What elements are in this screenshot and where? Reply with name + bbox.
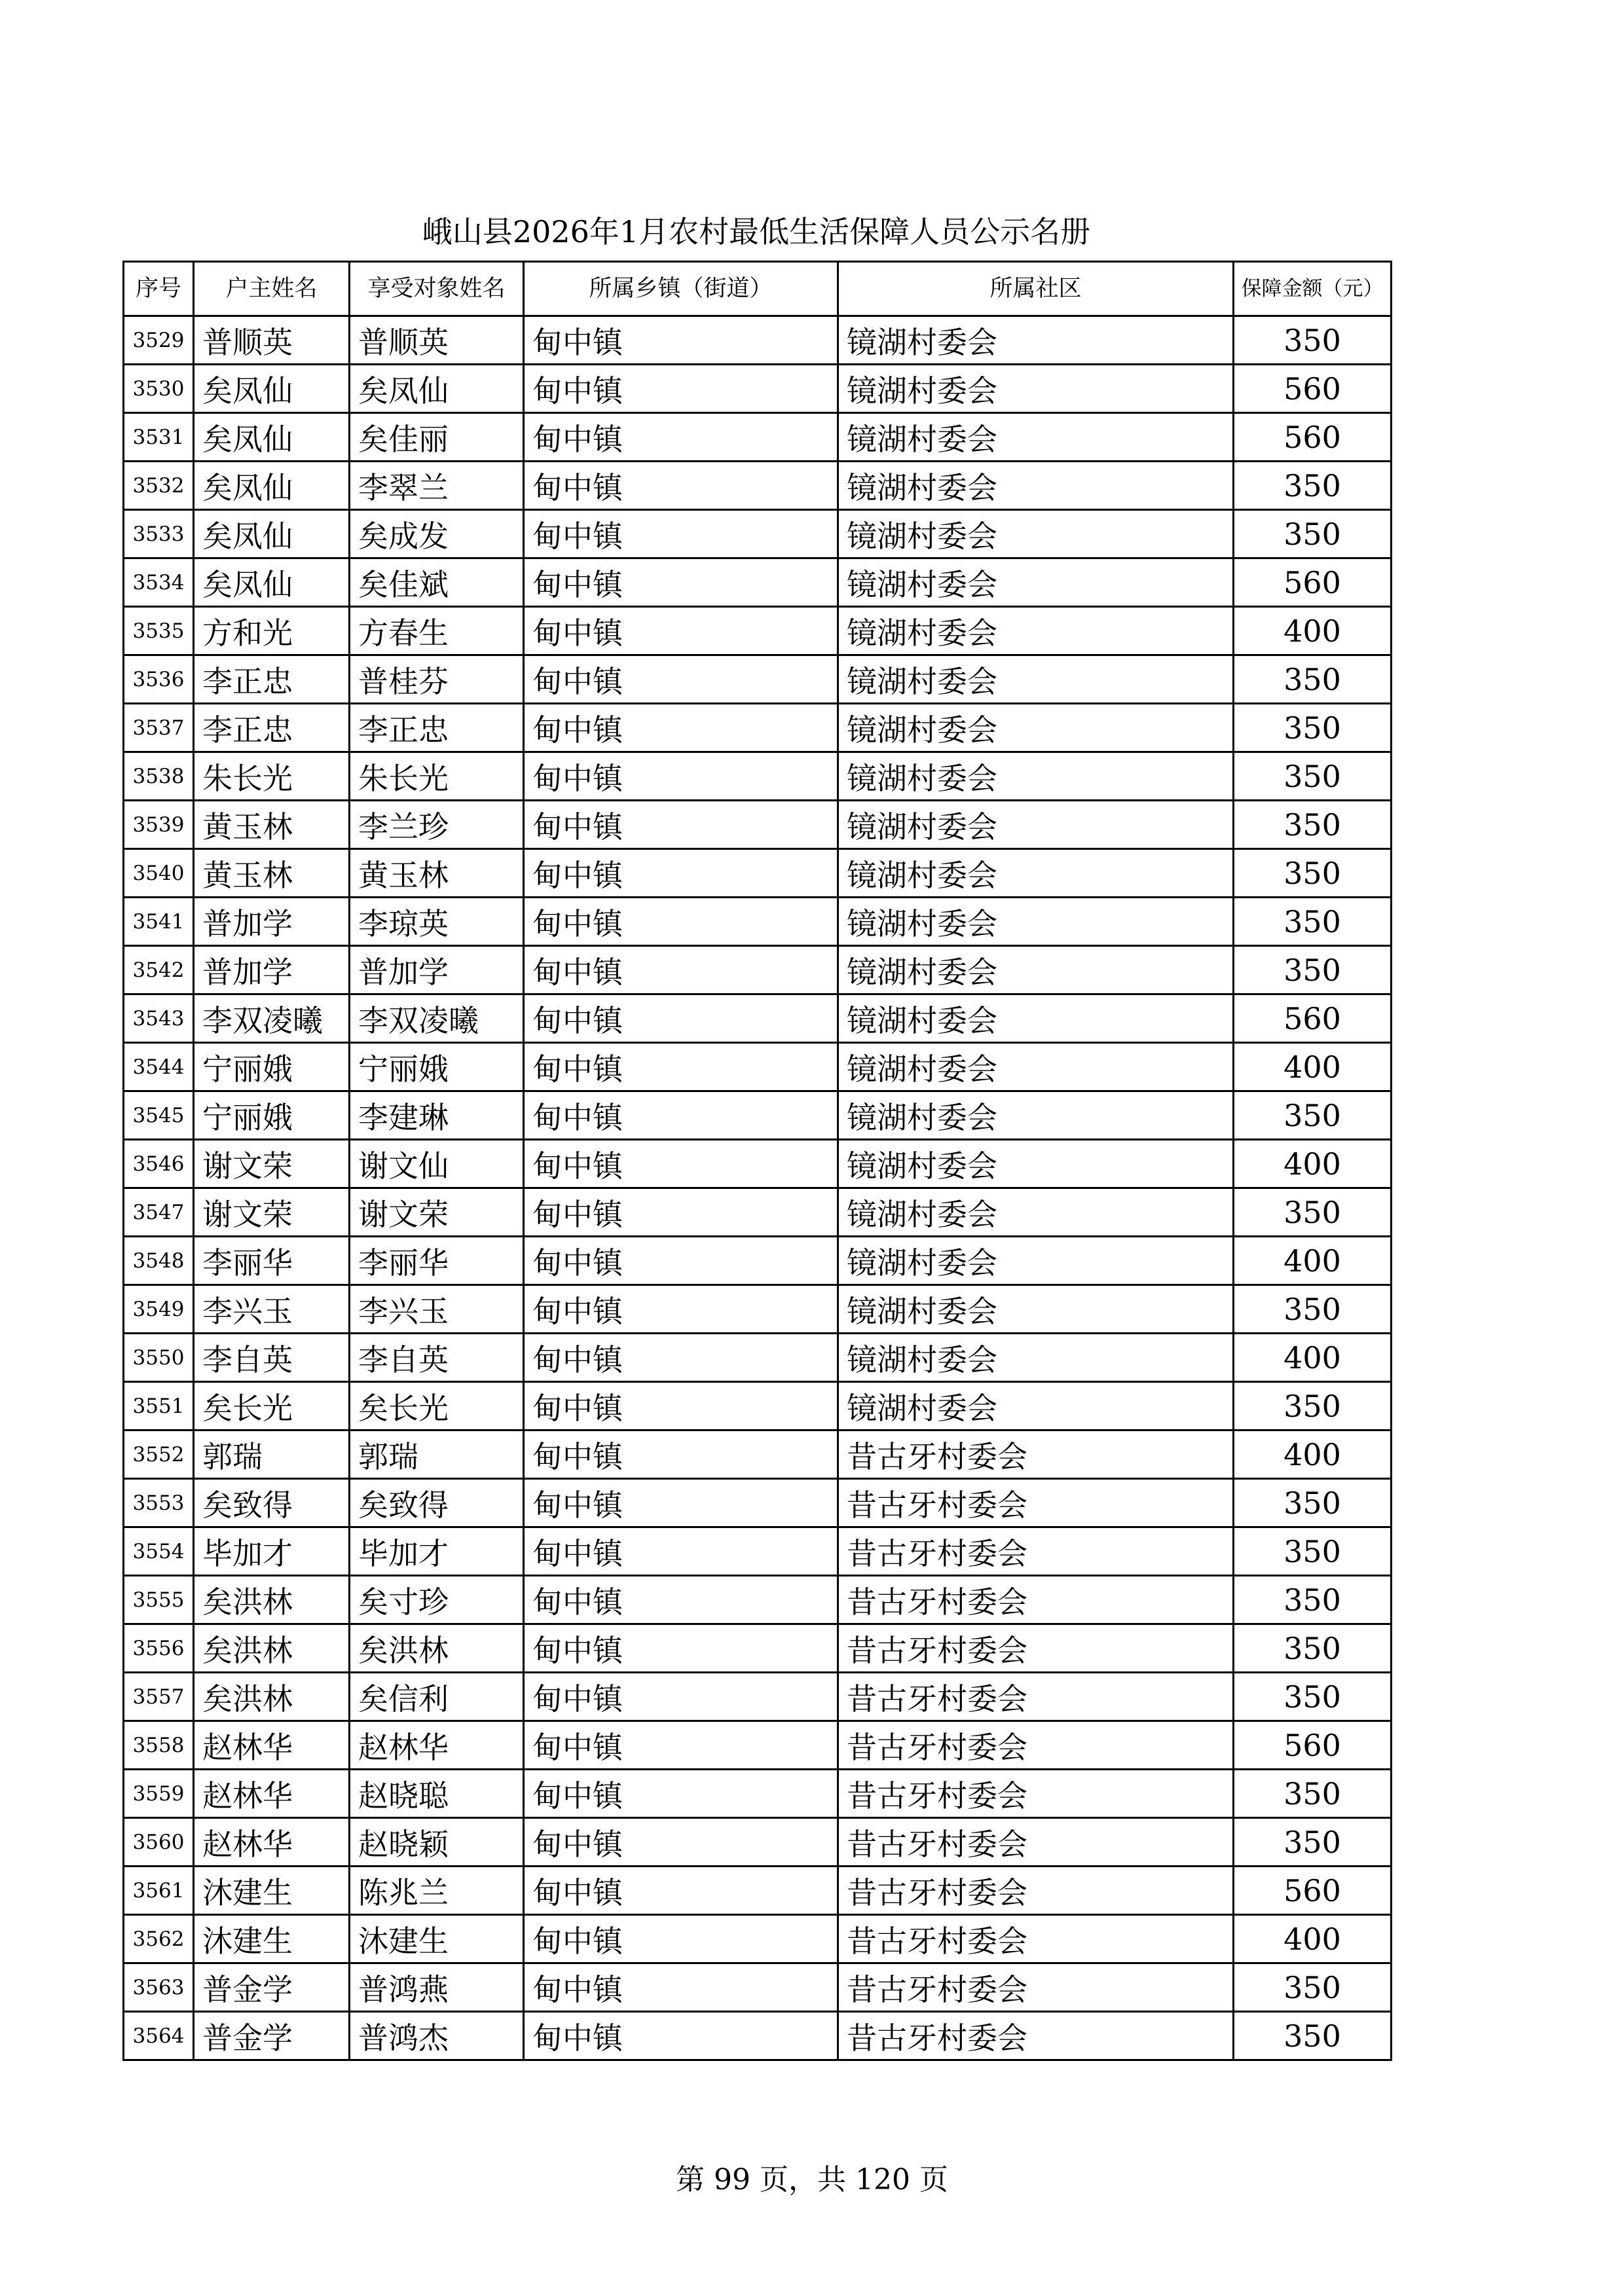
householder-cell: 黄玉林: [194, 849, 350, 898]
householder-cell: 李兴玉: [194, 1285, 350, 1334]
householder-cell: 矣凤仙: [194, 510, 350, 558]
table-row: [124, 1673, 1392, 1721]
beneficiary-cell: 陈兆兰: [350, 1867, 524, 1915]
amount-cell: 350: [1234, 752, 1392, 801]
beneficiary-cell: 赵晓聪: [350, 1770, 524, 1818]
township-cell: 甸中镇: [524, 849, 838, 898]
householder-cell: 普加学: [194, 946, 350, 994]
table-row: [124, 365, 1392, 413]
community-cell: 镜湖村委会: [838, 994, 1234, 1043]
community-cell: 镜湖村委会: [838, 607, 1234, 655]
beneficiary-cell: 沐建生: [350, 1915, 524, 1963]
township-cell: 甸中镇: [524, 704, 838, 752]
amount-cell: 350: [1234, 801, 1392, 849]
amount-cell: 350: [1234, 510, 1392, 558]
amount-cell: 350: [1234, 1770, 1392, 1818]
beneficiary-cell: 矣致得: [350, 1479, 524, 1527]
beneficiary-cell: 赵林华: [350, 1721, 524, 1770]
householder-cell: 矣凤仙: [194, 413, 350, 462]
householder-cell: 李正忠: [194, 704, 350, 752]
beneficiary-cell: 赵晓颖: [350, 1818, 524, 1867]
community-cell: 昔古牙村委会: [838, 1721, 1234, 1770]
township-cell: 甸中镇: [524, 413, 838, 462]
table-row: [124, 510, 1392, 558]
seq-cell: 3556: [124, 1624, 194, 1673]
community-cell: 镜湖村委会: [838, 655, 1234, 704]
householder-cell: 矣长光: [194, 1382, 350, 1430]
amount-cell: 350: [1234, 898, 1392, 946]
table-row: [124, 1285, 1392, 1334]
township-cell: 甸中镇: [524, 607, 838, 655]
table-row: [124, 752, 1392, 801]
table-row: [124, 704, 1392, 752]
amount-cell: 400: [1234, 1140, 1392, 1188]
seq-cell: 3563: [124, 1963, 194, 2012]
seq-cell: 3537: [124, 704, 194, 752]
community-cell: 镜湖村委会: [838, 1140, 1234, 1188]
table-row: [124, 1334, 1392, 1382]
amount-cell: 350: [1234, 316, 1392, 365]
amount-cell: 560: [1234, 413, 1392, 462]
amount-cell: 350: [1234, 1188, 1392, 1237]
amount-cell: 350: [1234, 946, 1392, 994]
township-cell: 甸中镇: [524, 1382, 838, 1430]
column-header-community: 所属社区: [838, 262, 1234, 316]
beneficiary-cell: 矣凤仙: [350, 365, 524, 413]
beneficiary-cell: 普鸿杰: [350, 2012, 524, 2060]
table-row: [124, 898, 1392, 946]
householder-cell: 赵林华: [194, 1770, 350, 1818]
township-cell: 甸中镇: [524, 1818, 838, 1867]
beneficiary-cell: 矣佳丽: [350, 413, 524, 462]
householder-cell: 黄玉林: [194, 801, 350, 849]
township-cell: 甸中镇: [524, 1770, 838, 1818]
column-header-amount: 保障金额（元）: [1234, 262, 1392, 316]
seq-cell: 3543: [124, 994, 194, 1043]
township-cell: 甸中镇: [524, 946, 838, 994]
amount-cell: 560: [1234, 365, 1392, 413]
amount-cell: 400: [1234, 1043, 1392, 1091]
township-cell: 甸中镇: [524, 365, 838, 413]
table-row: [124, 2012, 1392, 2060]
township-cell: 甸中镇: [524, 1091, 838, 1140]
seq-cell: 3531: [124, 413, 194, 462]
township-cell: 甸中镇: [524, 801, 838, 849]
beneficiary-cell: 矣信利: [350, 1673, 524, 1721]
township-cell: 甸中镇: [524, 1721, 838, 1770]
community-cell: 镜湖村委会: [838, 462, 1234, 510]
community-cell: 镜湖村委会: [838, 1382, 1234, 1430]
amount-cell: 400: [1234, 1915, 1392, 1963]
community-cell: 镜湖村委会: [838, 1043, 1234, 1091]
township-cell: 甸中镇: [524, 1915, 838, 1963]
beneficiary-cell: 普鸿燕: [350, 1963, 524, 2012]
table-row: [124, 655, 1392, 704]
householder-cell: 矣致得: [194, 1479, 350, 1527]
community-cell: 镜湖村委会: [838, 558, 1234, 607]
beneficiary-cell: 谢文仙: [350, 1140, 524, 1188]
amount-cell: 560: [1234, 558, 1392, 607]
community-cell: 昔古牙村委会: [838, 1915, 1234, 1963]
table-row: [124, 1963, 1392, 2012]
table-row: [124, 1770, 1392, 1818]
householder-cell: 矣洪林: [194, 1576, 350, 1624]
seq-cell: 3530: [124, 365, 194, 413]
table-row: [124, 1188, 1392, 1237]
beneficiary-cell: 普桂芬: [350, 655, 524, 704]
amount-cell: 400: [1234, 1430, 1392, 1479]
table-row: [124, 1867, 1392, 1915]
amount-cell: 350: [1234, 2012, 1392, 2060]
community-cell: 镜湖村委会: [838, 510, 1234, 558]
table-row: [124, 946, 1392, 994]
householder-cell: 普加学: [194, 898, 350, 946]
beneficiary-cell: 矣成发: [350, 510, 524, 558]
community-cell: 昔古牙村委会: [838, 1818, 1234, 1867]
beneficiary-cell: 宁丽娥: [350, 1043, 524, 1091]
householder-cell: 郭瑞: [194, 1430, 350, 1479]
seq-cell: 3544: [124, 1043, 194, 1091]
township-cell: 甸中镇: [524, 1624, 838, 1673]
seq-cell: 3558: [124, 1721, 194, 1770]
table-header-row: [124, 262, 1392, 316]
beneficiary-cell: 矣洪林: [350, 1624, 524, 1673]
beneficiary-cell: 朱长光: [350, 752, 524, 801]
householder-cell: 宁丽娥: [194, 1091, 350, 1140]
community-cell: 镜湖村委会: [838, 1091, 1234, 1140]
seq-cell: 3564: [124, 2012, 194, 2060]
table-row: [124, 558, 1392, 607]
table-row: [124, 1043, 1392, 1091]
seq-cell: 3550: [124, 1334, 194, 1382]
beneficiary-cell: 方春生: [350, 607, 524, 655]
column-header-householder: 户主姓名: [194, 262, 350, 316]
table-row: [124, 413, 1392, 462]
seq-cell: 3542: [124, 946, 194, 994]
beneficiary-cell: 郭瑞: [350, 1430, 524, 1479]
householder-cell: 普金学: [194, 2012, 350, 2060]
beneficiary-cell: 李建琳: [350, 1091, 524, 1140]
community-cell: 镜湖村委会: [838, 1237, 1234, 1285]
seq-cell: 3539: [124, 801, 194, 849]
township-cell: 甸中镇: [524, 1673, 838, 1721]
amount-cell: 350: [1234, 1382, 1392, 1430]
seq-cell: 3549: [124, 1285, 194, 1334]
beneficiary-cell: 李自英: [350, 1334, 524, 1382]
seq-cell: 3554: [124, 1527, 194, 1576]
community-cell: 昔古牙村委会: [838, 2012, 1234, 2060]
amount-cell: 400: [1234, 607, 1392, 655]
householder-cell: 普金学: [194, 1963, 350, 2012]
amount-cell: 350: [1234, 1091, 1392, 1140]
table-row: [124, 1430, 1392, 1479]
community-cell: 镜湖村委会: [838, 316, 1234, 365]
amount-cell: 400: [1234, 1334, 1392, 1382]
table-row: [124, 1382, 1392, 1430]
seq-cell: 3533: [124, 510, 194, 558]
township-cell: 甸中镇: [524, 1576, 838, 1624]
township-cell: 甸中镇: [524, 655, 838, 704]
table-row: [124, 1527, 1392, 1576]
beneficiary-cell: 李双凌曦: [350, 994, 524, 1043]
householder-cell: 矣凤仙: [194, 365, 350, 413]
column-header-seq: 序号: [124, 262, 194, 316]
community-cell: 镜湖村委会: [838, 1188, 1234, 1237]
community-cell: 镜湖村委会: [838, 752, 1234, 801]
seq-cell: 3534: [124, 558, 194, 607]
seq-cell: 3551: [124, 1382, 194, 1430]
township-cell: 甸中镇: [524, 994, 838, 1043]
township-cell: 甸中镇: [524, 558, 838, 607]
community-cell: 镜湖村委会: [838, 413, 1234, 462]
householder-cell: 矣凤仙: [194, 462, 350, 510]
community-cell: 镜湖村委会: [838, 898, 1234, 946]
page-title: 峨山县2026年1月农村最低生活保障人员公示名册: [422, 214, 1091, 249]
township-cell: 甸中镇: [524, 898, 838, 946]
community-cell: 昔古牙村委会: [838, 1527, 1234, 1576]
seq-cell: 3555: [124, 1576, 194, 1624]
township-cell: 甸中镇: [524, 462, 838, 510]
beneficiary-cell: 李琼英: [350, 898, 524, 946]
amount-cell: 350: [1234, 462, 1392, 510]
amount-cell: 350: [1234, 1479, 1392, 1527]
beneficiary-cell: 矣佳斌: [350, 558, 524, 607]
seq-cell: 3546: [124, 1140, 194, 1188]
seq-cell: 3561: [124, 1867, 194, 1915]
community-cell: 镜湖村委会: [838, 801, 1234, 849]
seq-cell: 3547: [124, 1188, 194, 1237]
householder-cell: 矣凤仙: [194, 558, 350, 607]
seq-cell: 3541: [124, 898, 194, 946]
township-cell: 甸中镇: [524, 1479, 838, 1527]
householder-cell: 谢文荣: [194, 1188, 350, 1237]
table-row: [124, 1091, 1392, 1140]
seq-cell: 3559: [124, 1770, 194, 1818]
township-cell: 甸中镇: [524, 1043, 838, 1091]
table-row: [124, 1140, 1392, 1188]
seq-cell: 3529: [124, 316, 194, 365]
community-cell: 昔古牙村委会: [838, 1624, 1234, 1673]
community-cell: 昔古牙村委会: [838, 1673, 1234, 1721]
amount-cell: 350: [1234, 1527, 1392, 1576]
beneficiary-cell: 李正忠: [350, 704, 524, 752]
amount-cell: 560: [1234, 1721, 1392, 1770]
amount-cell: 560: [1234, 994, 1392, 1043]
seq-cell: 3552: [124, 1430, 194, 1479]
beneficiary-cell: 李兰珍: [350, 801, 524, 849]
table-row: [124, 607, 1392, 655]
householder-cell: 沐建生: [194, 1915, 350, 1963]
seq-cell: 3540: [124, 849, 194, 898]
beneficiary-cell: 普顺英: [350, 316, 524, 365]
table-row: [124, 1818, 1392, 1867]
township-cell: 甸中镇: [524, 510, 838, 558]
householder-cell: 李自英: [194, 1334, 350, 1382]
beneficiary-cell: 李兴玉: [350, 1285, 524, 1334]
table-row: [124, 1479, 1392, 1527]
community-cell: 昔古牙村委会: [838, 1479, 1234, 1527]
table-body: [124, 316, 1392, 2060]
amount-cell: 350: [1234, 655, 1392, 704]
beneficiary-cell: 李丽华: [350, 1237, 524, 1285]
householder-cell: 普顺英: [194, 316, 350, 365]
township-cell: 甸中镇: [524, 2012, 838, 2060]
beneficiary-cell: 谢文荣: [350, 1188, 524, 1237]
column-header-beneficiary: 享受对象姓名: [350, 262, 524, 316]
householder-cell: 谢文荣: [194, 1140, 350, 1188]
table-row: [124, 1915, 1392, 1963]
householder-cell: 矣洪林: [194, 1673, 350, 1721]
amount-cell: 350: [1234, 1624, 1392, 1673]
community-cell: 镜湖村委会: [838, 849, 1234, 898]
table-row: [124, 801, 1392, 849]
page-footer: 第 99 页，共 120 页: [676, 2163, 948, 2196]
householder-cell: 李丽华: [194, 1237, 350, 1285]
township-cell: 甸中镇: [524, 1430, 838, 1479]
township-cell: 甸中镇: [524, 1867, 838, 1915]
seq-cell: 3536: [124, 655, 194, 704]
column-header-township: 所属乡镇（街道）: [524, 262, 838, 316]
table-row: [124, 316, 1392, 365]
table-row: [124, 1721, 1392, 1770]
householder-cell: 赵林华: [194, 1721, 350, 1770]
township-cell: 甸中镇: [524, 1188, 838, 1237]
householder-cell: 朱长光: [194, 752, 350, 801]
amount-cell: 350: [1234, 1285, 1392, 1334]
seq-cell: 3535: [124, 607, 194, 655]
township-cell: 甸中镇: [524, 316, 838, 365]
table-row: [124, 462, 1392, 510]
householder-cell: 方和光: [194, 607, 350, 655]
table-row: [124, 1576, 1392, 1624]
table-row: [124, 1624, 1392, 1673]
seq-cell: 3532: [124, 462, 194, 510]
householder-cell: 李正忠: [194, 655, 350, 704]
householder-cell: 李双凌曦: [194, 994, 350, 1043]
amount-cell: 400: [1234, 1237, 1392, 1285]
community-cell: 昔古牙村委会: [838, 1770, 1234, 1818]
community-cell: 昔古牙村委会: [838, 1963, 1234, 2012]
seq-cell: 3538: [124, 752, 194, 801]
township-cell: 甸中镇: [524, 1285, 838, 1334]
amount-cell: 350: [1234, 849, 1392, 898]
beneficiary-cell: 黄玉林: [350, 849, 524, 898]
seq-cell: 3557: [124, 1673, 194, 1721]
beneficiary-cell: 普加学: [350, 946, 524, 994]
seq-cell: 3545: [124, 1091, 194, 1140]
amount-cell: 350: [1234, 704, 1392, 752]
amount-cell: 350: [1234, 1576, 1392, 1624]
community-cell: 镜湖村委会: [838, 704, 1234, 752]
community-cell: 镜湖村委会: [838, 946, 1234, 994]
householder-cell: 宁丽娥: [194, 1043, 350, 1091]
amount-cell: 350: [1234, 1818, 1392, 1867]
table-row: [124, 994, 1392, 1043]
community-cell: 镜湖村委会: [838, 365, 1234, 413]
township-cell: 甸中镇: [524, 1527, 838, 1576]
township-cell: 甸中镇: [524, 1237, 838, 1285]
township-cell: 甸中镇: [524, 1963, 838, 2012]
township-cell: 甸中镇: [524, 752, 838, 801]
table-row: [124, 849, 1392, 898]
householder-cell: 矣洪林: [194, 1624, 350, 1673]
community-cell: 昔古牙村委会: [838, 1576, 1234, 1624]
beneficiary-cell: 矣寸珍: [350, 1576, 524, 1624]
community-cell: 镜湖村委会: [838, 1334, 1234, 1382]
roster-table: [122, 261, 1392, 2061]
township-cell: 甸中镇: [524, 1140, 838, 1188]
seq-cell: 3562: [124, 1915, 194, 1963]
beneficiary-cell: 李翠兰: [350, 462, 524, 510]
township-cell: 甸中镇: [524, 1334, 838, 1382]
beneficiary-cell: 毕加才: [350, 1527, 524, 1576]
community-cell: 昔古牙村委会: [838, 1430, 1234, 1479]
community-cell: 昔古牙村委会: [838, 1867, 1234, 1915]
seq-cell: 3560: [124, 1818, 194, 1867]
householder-cell: 赵林华: [194, 1818, 350, 1867]
table-row: [124, 1237, 1392, 1285]
beneficiary-cell: 矣长光: [350, 1382, 524, 1430]
amount-cell: 560: [1234, 1867, 1392, 1915]
community-cell: 镜湖村委会: [838, 1285, 1234, 1334]
amount-cell: 350: [1234, 1963, 1392, 2012]
householder-cell: 沐建生: [194, 1867, 350, 1915]
amount-cell: 350: [1234, 1673, 1392, 1721]
seq-cell: 3548: [124, 1237, 194, 1285]
householder-cell: 毕加才: [194, 1527, 350, 1576]
seq-cell: 3553: [124, 1479, 194, 1527]
